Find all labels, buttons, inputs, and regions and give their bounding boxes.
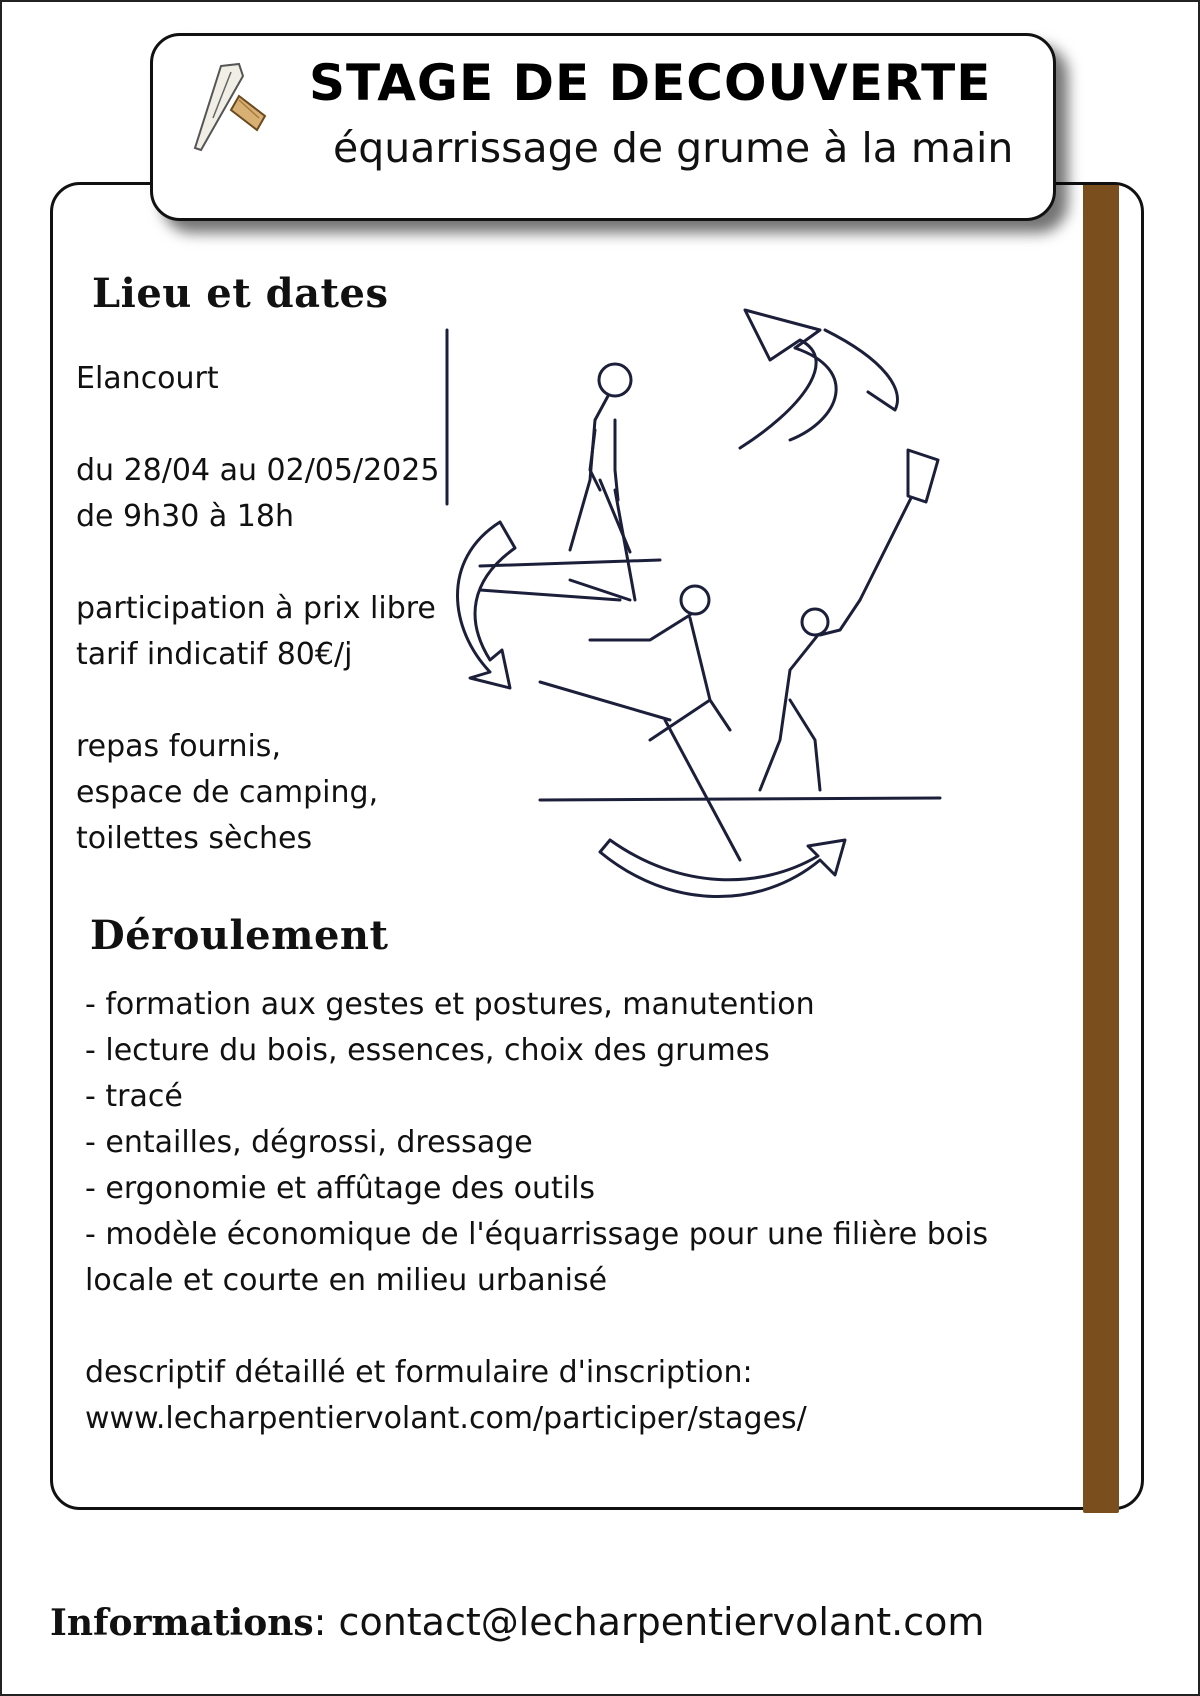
deroulement-heading: Déroulement xyxy=(90,912,389,959)
dates-text: du 28/04 au 02/05/2025 xyxy=(76,453,440,488)
header-box xyxy=(150,33,1056,221)
details-link[interactable]: www.lecharpentiervolant.com/participer/stages/ xyxy=(85,1401,807,1436)
lieu-info xyxy=(76,356,439,862)
details-label: descriptif détaillé et formulaire d'inscription: xyxy=(85,1355,753,1390)
program-item: - formation aux gestes et postures, manutention xyxy=(85,987,815,1022)
hewing-illustration xyxy=(440,300,1040,940)
program-item: - tracé xyxy=(85,1079,183,1114)
footer: Informations: contact@lecharpentiervolant.com xyxy=(50,1600,985,1644)
program-item: - lecture du bois, essences, choix des grumes xyxy=(85,1033,770,1068)
location-text: Elancourt xyxy=(76,361,219,396)
meals-text: repas fournis, xyxy=(76,729,281,764)
hours-text: de 9h30 à 18h xyxy=(76,499,294,534)
lieu-heading: Lieu et dates xyxy=(92,270,389,317)
camping-text: espace de camping, xyxy=(76,775,379,810)
tariff-text: tarif indicatif 80€/j xyxy=(76,637,353,672)
carpenter-square-icon xyxy=(181,58,281,158)
program-item: - modèle économique de l'équarrissage pour une filière bois xyxy=(85,1217,989,1252)
toilets-text: toilettes sèches xyxy=(76,821,313,856)
program-list xyxy=(85,982,988,1442)
program-item: - ergonomie et affûtage des outils xyxy=(85,1171,596,1206)
wood-accent-bar xyxy=(1083,185,1119,1513)
program-item: locale et courte en milieu urbanisé xyxy=(85,1263,608,1298)
program-item: - entailles, dégrossi, dressage xyxy=(85,1125,533,1160)
price-text: participation à prix libre xyxy=(76,591,436,626)
page-subtitle: équarrissage de grume à la main xyxy=(333,124,1014,172)
footer-label: Informations xyxy=(50,1602,314,1644)
page-title: STAGE DE DECOUVERTE xyxy=(309,54,992,112)
contact-email-link[interactable]: contact@lecharpentiervolant.com xyxy=(338,1600,985,1644)
